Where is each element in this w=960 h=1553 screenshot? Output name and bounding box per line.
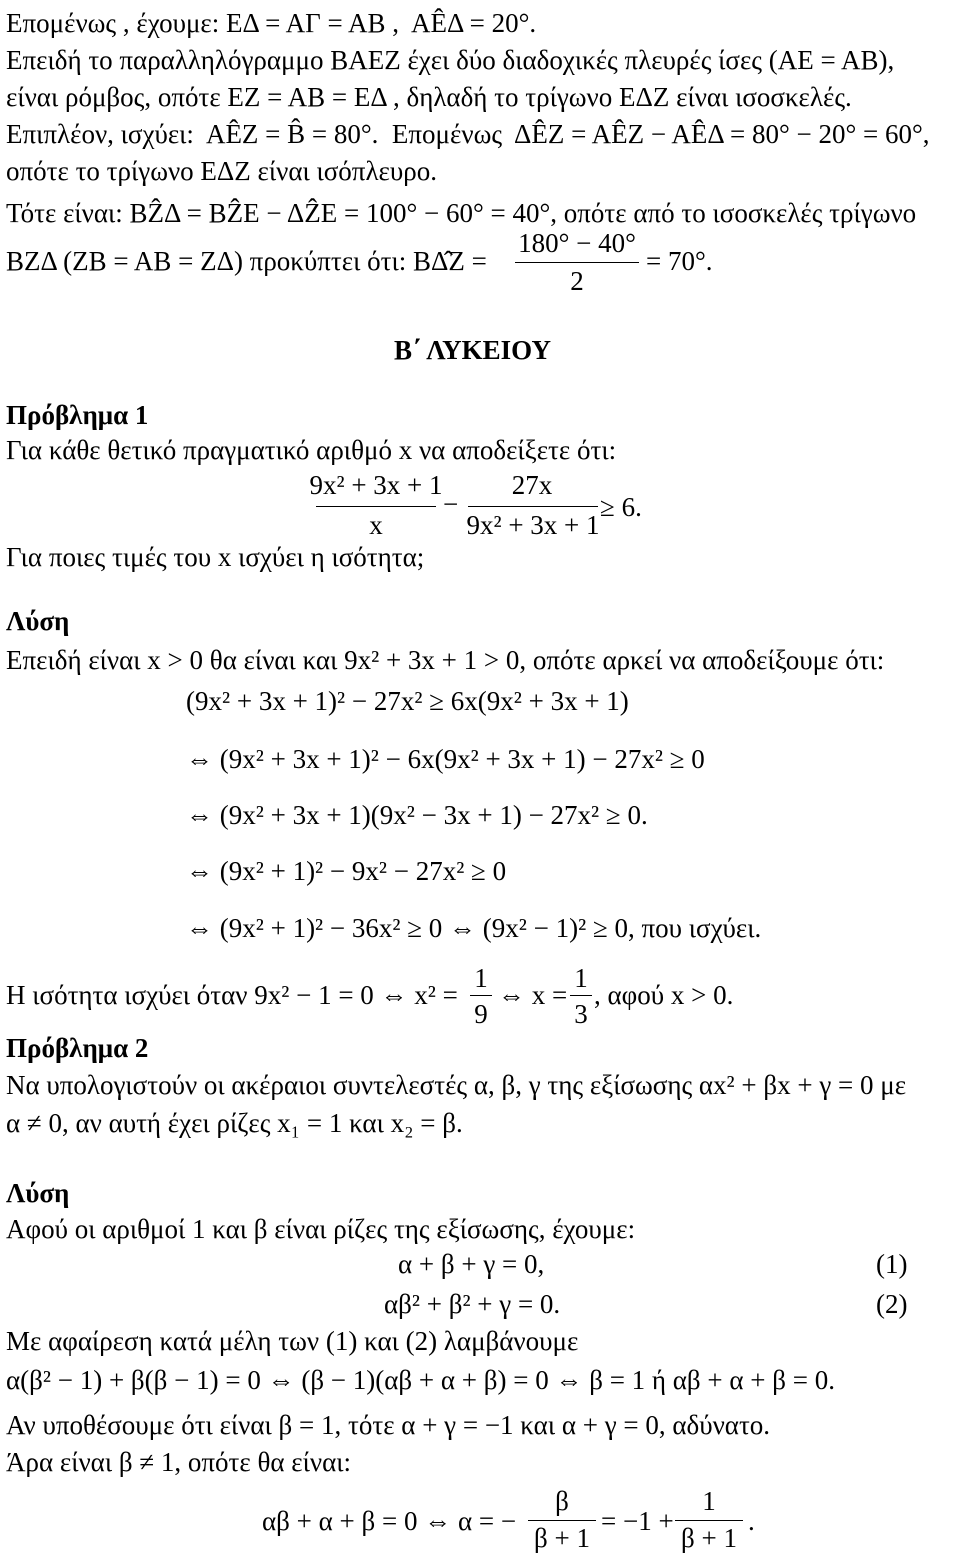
equation-line: αβ² + β² + γ = 0.: [384, 1289, 561, 1319]
text-line: Αν υποθέσουμε ότι είναι β = 1, τότε α + γ = −1 και α + γ = 0, αδύνατο.: [6, 1410, 771, 1440]
text-line: = 70°.: [646, 246, 713, 276]
problem-question: Για ποιες τιμές του x ισχύει η ισότητα;: [6, 542, 425, 572]
text-line: Αφού οι αριθμοί 1 και β είναι ρίζες της εξίσωσης, έχουμε:: [6, 1214, 636, 1244]
fraction-numerator: 1: [474, 963, 488, 993]
text-line: Με αφαίρεση κατά μέλη των (1) και (2) λαμβάνουμε: [6, 1326, 579, 1356]
problem-statement: α ≠ 0, αν αυτή έχει ρίζες x₁ = 1 και x₂ = β.: [6, 1108, 463, 1138]
fraction-numerator: 9x² + 3x + 1: [309, 470, 443, 500]
minus-sign: −: [443, 489, 459, 519]
problem-title: Πρόβλημα 1: [6, 400, 149, 430]
equation-line: ⇔ (9x² + 3x + 1)² − 6x(9x² + 3x + 1) − 27x² ≥ 0: [186, 744, 705, 774]
fraction-numerator: 27x: [511, 470, 553, 500]
text-line: Επομένως , έχουμε: ΕΔ = ΑΓ = ΑΒ , ΑÊΔ = 20°.: [6, 8, 537, 38]
fraction-bar: [570, 995, 592, 996]
fraction-bar: [470, 995, 492, 996]
solution-title: Λύση: [6, 1178, 70, 1208]
text-line: είναι ρόμβος, οπότε ΕΖ = ΑΒ = ΕΔ , δηλαδή το τρίγωνο ΕΔΖ είναι ισοσκελές.: [6, 82, 852, 112]
equation-line: ⇔ (9x² + 3x + 1)(9x² − 3x + 1) − 27x² ≥ 0.: [186, 800, 648, 830]
fraction-bar: [468, 506, 598, 507]
equation-tag: (1): [876, 1249, 908, 1279]
fraction-denominator: 9: [474, 999, 488, 1029]
fraction-numerator: 1: [702, 1486, 716, 1516]
fraction-numerator: 1: [574, 963, 588, 993]
equation-line: α + β + γ = 0,: [398, 1249, 545, 1279]
text-line: οπότε το τρίγωνο ΕΔΖ είναι ισόπλευρο.: [6, 156, 437, 186]
fraction-bar: [316, 506, 436, 507]
text-line: Επειδή είναι x > 0 θα είναι και 9x² + 3x + 1 > 0, οπότε αρκεί να αποδείξουμε ότι:: [6, 645, 885, 675]
fraction-denominator: β + 1: [681, 1523, 737, 1553]
fraction-denominator: x: [369, 510, 383, 540]
text-line: Επειδή το παραλληλόγραμμο ΒΑΕΖ έχει δύο διαδοχικές πλευρές ίσες (ΑΕ = ΑΒ),: [6, 45, 895, 75]
fraction-denominator: 3: [574, 999, 588, 1029]
equation-line: (9x² + 3x + 1)² − 27x² ≥ 6x(9x² + 3x + 1): [186, 686, 629, 716]
fraction-denominator: β + 1: [534, 1523, 590, 1553]
equation-line: αβ + α + β = 0 ⇔ α = −: [262, 1506, 517, 1536]
equation-line: = −1 +: [601, 1506, 674, 1536]
fraction-bar: [528, 1520, 596, 1521]
text-line: , αφού x > 0.: [594, 980, 734, 1010]
fraction-bar: [675, 1520, 743, 1521]
section-title: Β΄ ΛΥΚΕΙΟΥ: [394, 335, 551, 365]
inequality-rhs: ≥ 6.: [600, 492, 642, 522]
solution-title: Λύση: [6, 606, 70, 636]
problem-statement: Να υπολογιστούν οι ακέραιοι συντελεστές α, β, γ της εξίσωσης αx² + βx + γ = 0 με: [6, 1070, 907, 1100]
problem-statement: Για κάθε θετικό πραγματικό αριθμό x να αποδείξετε ότι:: [6, 435, 617, 465]
equation-line: .: [748, 1506, 755, 1536]
fraction-denominator: 2: [570, 266, 584, 296]
text-line: ⇔ x =: [498, 980, 568, 1010]
equation-line: α(β² − 1) + β(β − 1) = 0 ⇔ (β − 1)(αβ + α + β) = 0 ⇔ β = 1 ή αβ + α + β = 0.: [6, 1365, 835, 1395]
fraction-bar: [515, 262, 639, 263]
equation-tag: (2): [876, 1289, 908, 1319]
fraction-numerator: 180° − 40°: [518, 228, 636, 258]
text-line: Τότε είναι: ΒẐΔ = ΒẐΕ − ΔẐΕ = 100° − 60° = 40°, οπότε από το ισοσκελές τρίγωνο: [6, 198, 917, 228]
fraction-denominator: 9x² + 3x + 1: [466, 510, 600, 540]
equation-line: ⇔ (9x² + 1)² − 9x² − 27x² ≥ 0: [186, 856, 507, 886]
text-line: Επιπλέον, ισχύει: ΑÊΖ = B̂ = 80°. Επομένως ΔÊΖ = ΑÊΖ − ΑÊΔ = 80° − 20° = 60°,: [6, 119, 930, 149]
text-line: Η ισότητα ισχύει όταν 9x² − 1 = 0 ⇔ x² =: [6, 980, 458, 1010]
fraction-numerator: β: [555, 1486, 569, 1516]
problem-title: Πρόβλημα 2: [6, 1033, 149, 1063]
text-line: Άρα είναι β ≠ 1, οπότε θα είναι:: [6, 1447, 352, 1477]
equation-line: ⇔ (9x² + 1)² − 36x² ≥ 0 ⇔ (9x² − 1)² ≥ 0, που ισχύει.: [186, 913, 762, 943]
text-line: ΒΖΔ (ΖΒ = ΑΒ = ΖΔ) προκύπτει ότι: ΒΔ̂Ζ =: [6, 246, 487, 276]
